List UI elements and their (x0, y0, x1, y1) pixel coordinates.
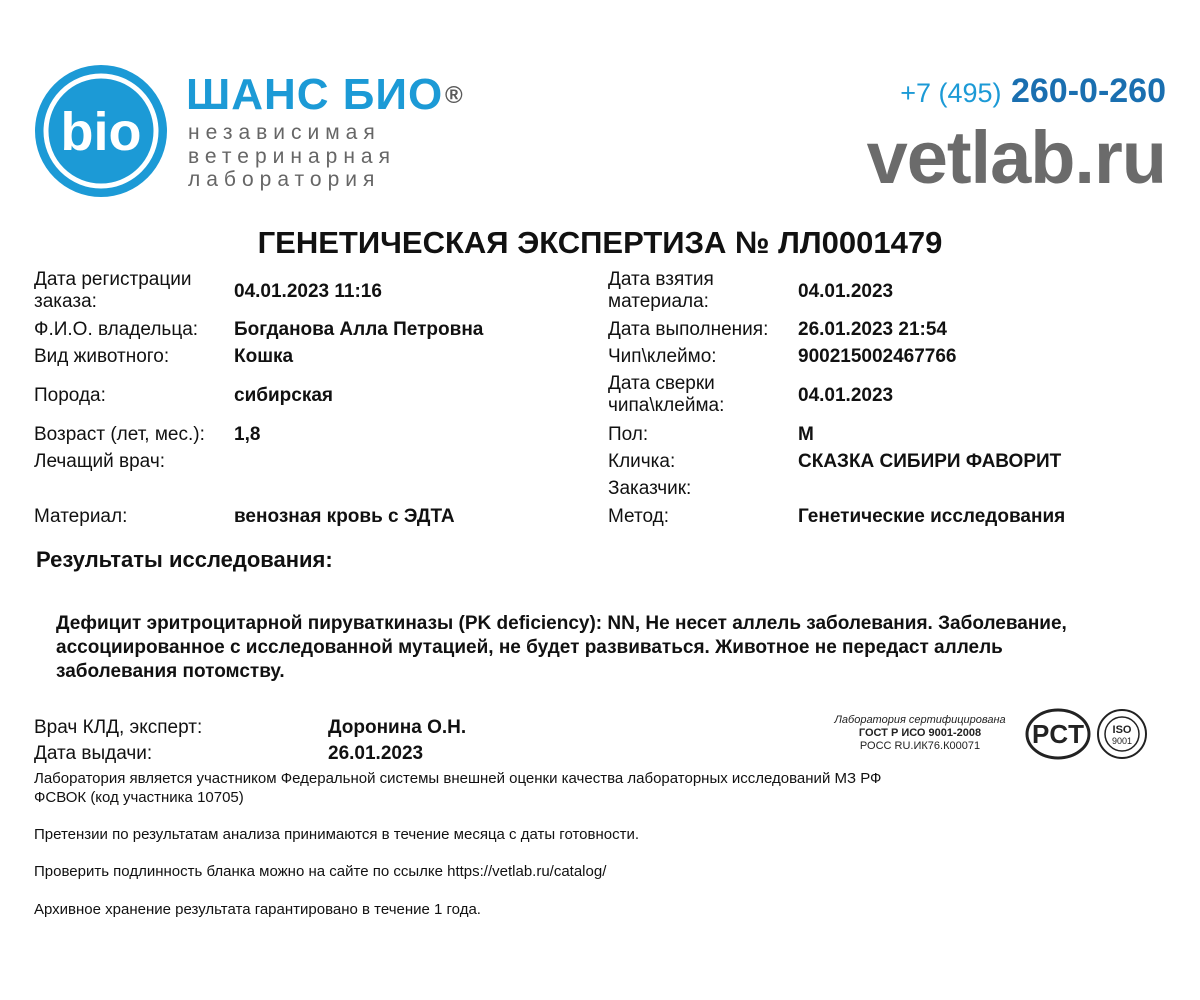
reg-date-label: Дата регистрации заказа: (34, 269, 192, 312)
document-title: ГЕНЕТИЧЕСКАЯ ЭКСПЕРТИЗА № ЛЛ0001479 (257, 225, 943, 260)
rst-certification-icon (1025, 708, 1091, 760)
chip-value: 900215002467766 (798, 346, 957, 367)
nickname-value: СКАЗКА СИБИРИ ФАВОРИТ (798, 451, 1062, 472)
registered-mark: ® (445, 82, 463, 109)
brand-name: ШАНС БИО (186, 70, 444, 119)
animal-label: Вид животного: (34, 346, 170, 367)
sex-label: Пол: (608, 424, 649, 445)
note-authenticity: Проверить подлинность бланка можно на сайте по ссылке https://vetlab.ru/catalog/ (34, 863, 607, 880)
results-line: Дефицит эритроцитарной пируваткиназы (PK deficiency): NN, Не несет аллель заболевания. Заболевание, (56, 613, 1067, 634)
chip-label: Чип\клеймо: (608, 346, 717, 367)
brand-tagline-1: независимая (188, 121, 381, 144)
issue-date-value: 26.01.2023 (328, 743, 424, 764)
breed-value: сибирская (234, 385, 333, 406)
owner-value: Богданова Алла Петровна (234, 319, 484, 340)
issue-date-label: Дата выдачи: (34, 743, 153, 764)
reg-date-value: 04.01.2023 11:16 (234, 281, 382, 302)
iso-certification-icon (1096, 708, 1148, 760)
vet-label: Лечащий врач: (34, 451, 165, 472)
sample-date-label: Дата взятия материала: (608, 269, 714, 312)
iso-text: ISO (1112, 724, 1132, 736)
chip-check-value: 04.01.2023 (798, 385, 894, 406)
phone (900, 72, 1166, 111)
nickname-label: Кличка: (608, 451, 676, 472)
phone-prefix: +7 (495) (900, 78, 1002, 108)
brand-tagline-2: ветеринарная (188, 145, 396, 168)
breed-label: Порода: (34, 385, 106, 406)
customer-label: Заказчик: (608, 478, 692, 499)
method-label: Метод: (608, 506, 669, 527)
bio-logo-icon (34, 64, 168, 198)
note-archive: Архивное хранение результата гарантировано в течение 1 года. (34, 901, 481, 918)
owner-label: Ф.И.О. владельца: (34, 319, 199, 340)
note-fsvok: Лаборатория является участником Федеральной системы внешней оценки качества лабораторных исследований МЗ РФ ФСВОК (код участника 10705) (34, 770, 882, 806)
expert-label: Врач КЛД, эксперт: (34, 717, 203, 738)
cert-line-2: ГОСТ Р ИСО 9001-2008 (858, 727, 982, 739)
certification-text (822, 714, 1018, 753)
method-value: Генетические исследования (798, 506, 1066, 527)
animal-value: Кошка (234, 346, 294, 367)
results-line: ассоциированное с исследованной мутацией, не будет развиваться. Животное не передаст аллель (56, 637, 1003, 658)
results-line: заболевания потомству. (56, 661, 285, 682)
sample-date-value: 04.01.2023 (798, 281, 894, 302)
note-claims: Претензии по результатам анализа принимаются в течение месяца с даты готовности. (34, 826, 640, 843)
age-value: 1,8 (234, 424, 261, 445)
material-label: Материал: (34, 506, 128, 527)
rst-text: PCT (1032, 719, 1084, 749)
results-text (56, 612, 1166, 684)
sex-value: М (798, 424, 814, 445)
results-heading: Результаты исследования: (36, 547, 333, 572)
iso-number: 9001 (1111, 736, 1133, 746)
chip-check-label: Дата сверки чипа\клейма: (608, 373, 725, 416)
material-value: венозная кровь с ЭДТА (234, 506, 455, 527)
brand-tagline-3: лаборатория (188, 168, 381, 191)
done-date-label: Дата выполнения: (608, 319, 769, 340)
expert-value: Доронина О.Н. (328, 717, 467, 738)
cert-line-1: Лаборатория сертифицирована (834, 714, 1006, 726)
done-date-value: 26.01.2023 21:54 (798, 319, 947, 340)
age-label: Возраст (лет, мес.): (34, 424, 205, 445)
cert-line-3: РОСС RU.ИК76.К00071 (859, 740, 981, 752)
site-name: vetlab.ru (866, 116, 1166, 199)
phone-number: 260-0-260 (1010, 72, 1166, 110)
logo-text: bio (60, 102, 142, 162)
